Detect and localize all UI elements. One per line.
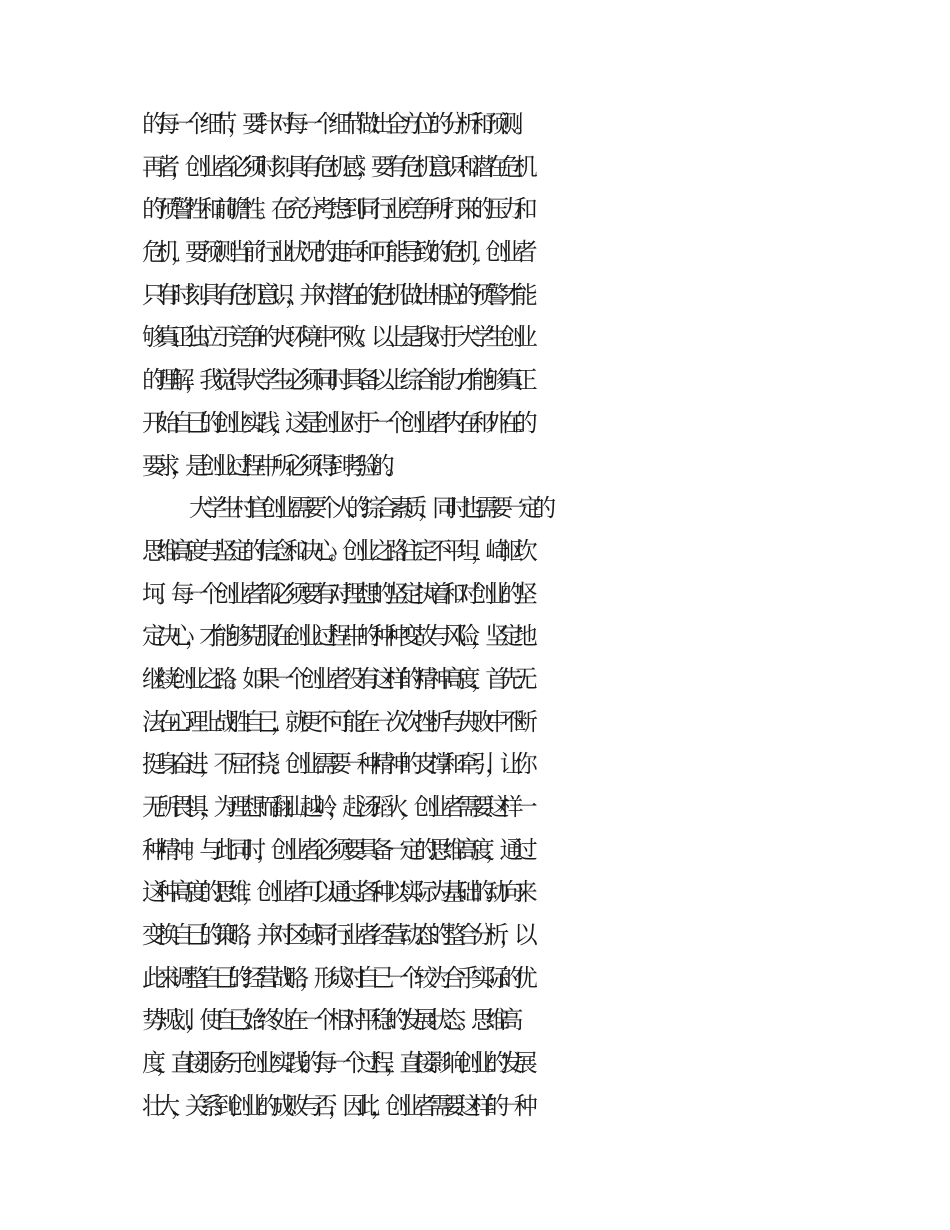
body-text [142, 103, 822, 1128]
text-line: 大学生村官创业需要个人的综合素质，同时也需要一定的 [189, 494, 547, 523]
text-line: 只有时刻具有危机意识，并对潜在的危机做出相应的预警才能 [142, 280, 529, 309]
text-line: 坷。每一个创业者都必须要有对理想的坚定执着和对创业的坚 [142, 579, 529, 608]
text-line: 种精神。与此同时，创业者必须要具备一定的思维高度，通过 [142, 835, 529, 864]
text-line: 的每一个细节，要针对每一个细节做出全方位的分析和预测。 [142, 110, 529, 138]
text-line: 壮大，关系到创业的成败与否，因此，创业者需要这样的一种 [142, 1091, 529, 1120]
text-line: 无所畏惧，为理想而翻山越岭，赴汤蹈火，创业者需要这样一 [142, 793, 529, 821]
text-line: 的预警性和前瞻性。在充分考虑到同行业竞争所打来的压力和 [142, 195, 529, 224]
text-line: 的理解，我觉得大学生必须同时具备以上综合能力才能够真正 [142, 366, 529, 395]
text-line: 法在心理上战胜自己，就更不可能在一次次挫折与失败中不断 [142, 707, 529, 736]
text-line: 思维高度与坚定的信念和决心。创业之路注定不平坦，崎岖坎 [142, 536, 529, 565]
text-line: 势规划，使自己始终处在一个相对平稳的发展状态。思维高 [142, 1006, 514, 1035]
text-line: 再者，创业者必须时刻具有危机感，要有危机意识和潜在危机 [142, 152, 529, 181]
text-line: 危机，要预测当前行业状况的走向和可能导致的危机，创业者 [142, 238, 529, 267]
text-line: 此来调整自己的经营战略，形成对自己一个较为合乎实际的优 [142, 963, 529, 992]
text-line: 度，直接服务于创业实践的每一个过程，直接影响创业的发展 [142, 1049, 529, 1078]
text-line: 变换自己的策略，并对区域同行业者经营动态的整合分析，以 [142, 921, 529, 950]
text-line: 继续创业之路。如果一个创业者没有这样的精神高度，首先无 [142, 664, 529, 693]
text-line: 开始自己的创业实践，这是创业对于一个创业者内在和外在的 [142, 408, 529, 437]
text-line: 要求，是创业过程中所必须得到考验的。 [142, 451, 400, 480]
text-line: 这种高度的思维，创业者可以通过各种以实际为基础的动向来 [142, 878, 529, 907]
text-line: 够真正独立于竞争的大环境中不败。以上是我对于大学生创业 [142, 323, 529, 352]
text-line: 定决心，才能够克服在创业过程中的种种变故与风险，坚定地 [142, 622, 529, 651]
text-line: 挺身奋进，不屈不挠。创业需要一种精神的支撑和牵引，让你 [142, 750, 529, 779]
